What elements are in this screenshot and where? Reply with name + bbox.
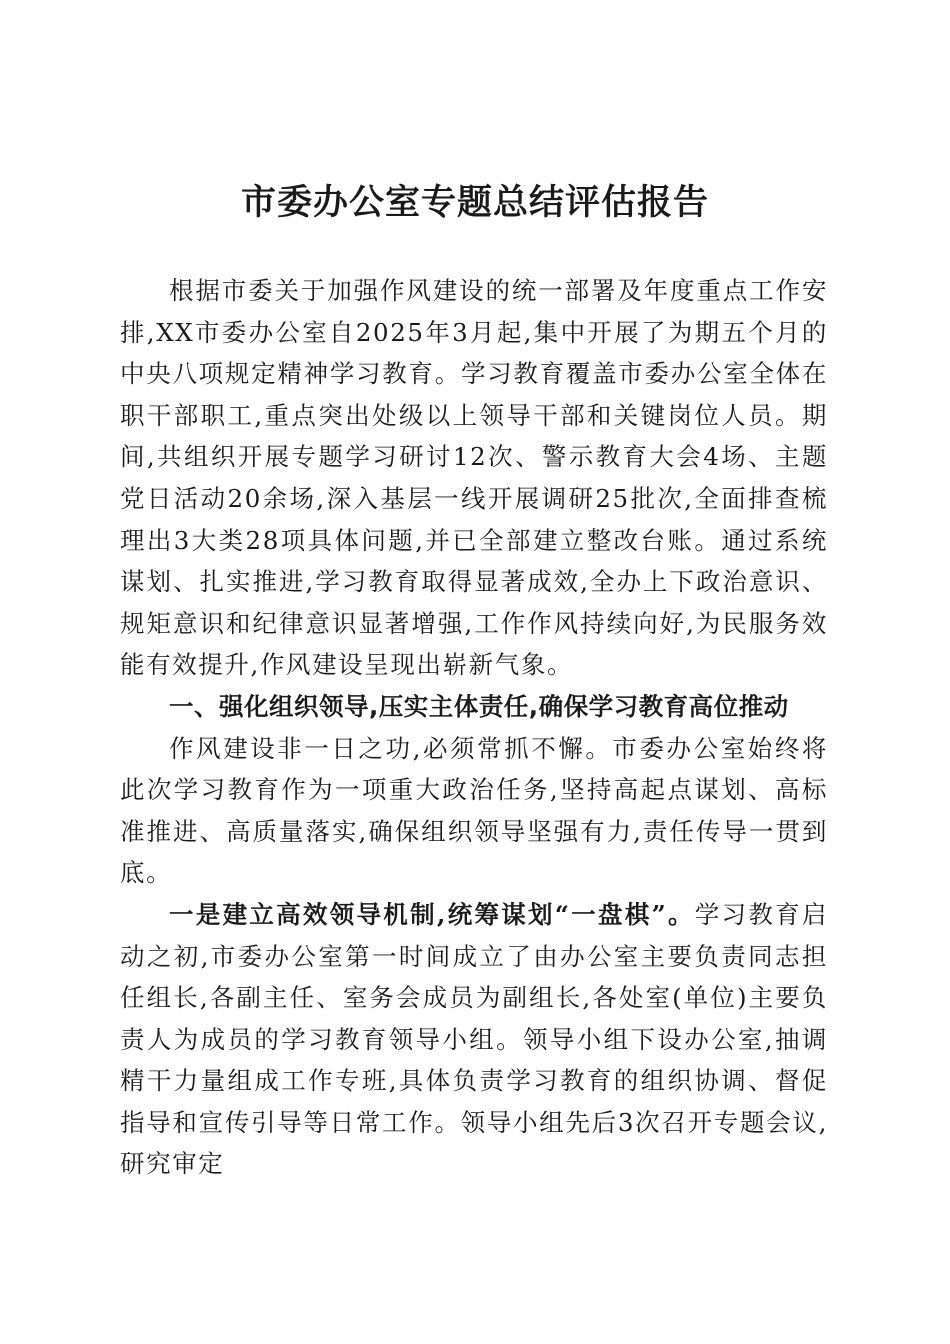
document-title: 市委办公室专题总结评估报告 bbox=[240, 182, 709, 223]
document-body bbox=[120, 270, 828, 1185]
point-one-paragraph bbox=[120, 894, 828, 1185]
point-one-text: 学习教育启动之初,市委办公室第一时间成立了由办公室主要负责同志担任组长,各副主任、室务会成员为副组长,各处室(单位)主要负责人为成员的学习教育领导小组。领导小组下设办公室,抽调精干力量组成工作专班,具体负责学习教育的组织协调、督促指导和宣传引导等日常工作。领导小组先后3次召开专题会议,研究审定 bbox=[120, 899, 828, 1179]
point-one-lead: 一是建立高效领导机制,统筹谋划“一盘棋”。 bbox=[169, 899, 695, 929]
section-heading-1: 一、强化组织领导,压实主体责任,确保学习教育高位推动 bbox=[169, 691, 789, 721]
intro-paragraph: 根据市委关于加强作风建设的统一部署及年度重点工作安排,XX市委办公室自2025年3月起,集中开展了为期五个月的中央八项规定精神学习教育。学习教育覆盖市委办公室全体在职干部职工,重点突出处级以上领导干部和关键岗位人员。期间,共组织开展专题学习研讨12次、警示教育大会4场、主题党日活动20余场,深入基层一线开展调研25批次,全面排查梳理出3大类28项具体问题,并已全部建立整改台账。通过系统谋划、扎实推进,学习教育取得显著成效,全办上下政治意识、规矩意识和纪律意识显著增强,工作作风持续向好,为民服务效能有效提升,作风建设呈现出崭新气象。 bbox=[120, 276, 828, 680]
section-1-paragraph: 作风建设非一日之功,必须常抓不懈。市委办公室始终将此次学习教育作为一项重大政治任务,坚持高起点谋划、高标准推进、高质量落实,确保组织领导坚强有力,责任传导一贯到底。 bbox=[120, 733, 828, 888]
